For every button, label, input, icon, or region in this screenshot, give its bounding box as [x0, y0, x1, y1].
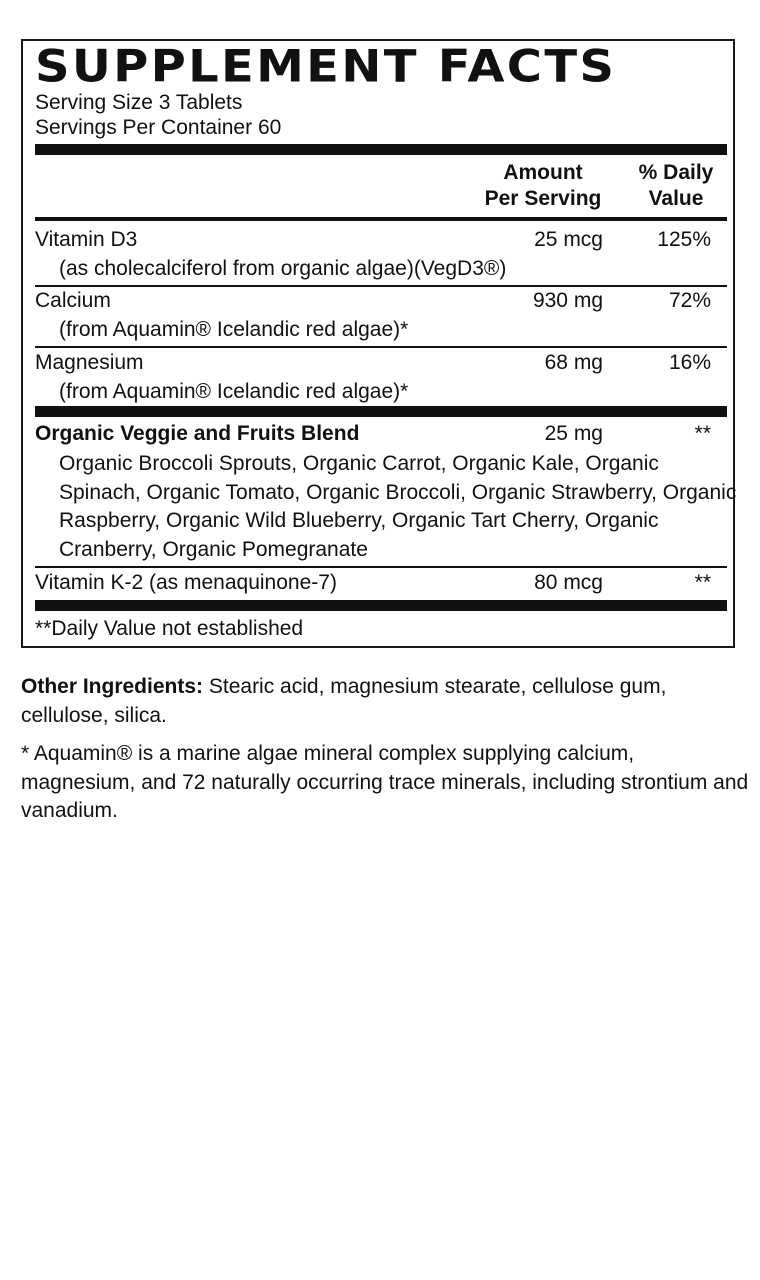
divider-thin	[35, 566, 727, 568]
row-source: (from Aquamin® Icelandic red algae)*	[59, 318, 409, 341]
servings-per-container: Servings Per Container 60	[35, 116, 282, 139]
blend-amount: 25 mg	[544, 422, 603, 445]
row-amount: 68 mg	[544, 351, 603, 374]
header-amount-line1: Amount	[503, 161, 583, 184]
divider-thin	[35, 285, 727, 287]
row-name: Vitamin K-2 (as menaquinone-7)	[35, 571, 337, 594]
row-source: (as cholecalciferol from organic algae)(VegD3®)	[59, 257, 507, 280]
other-ingredients-label: Other Ingredients:	[21, 675, 204, 698]
blend-ingredients: Organic Broccoli Sprouts, Organic Carrot, Organic Kale, Organic Spinach, Organic Tomato, Organic Broccoli, Organic Strawberry, Organic Raspberry, Organic Wild Blueberry, Organic Tart Cherry, Organic Cranberry, Organic Pomegranate	[59, 452, 737, 561]
row-name: Magnesium	[35, 351, 144, 374]
row-dv: 125%	[657, 228, 711, 251]
divider-thick	[35, 406, 727, 417]
header-amount-line2: Per Serving	[484, 187, 602, 210]
divider-medium	[35, 217, 727, 221]
footnote: **Daily Value not established	[35, 617, 304, 640]
row-amount: 80 mcg	[534, 571, 603, 594]
row-dv: 72%	[668, 289, 711, 312]
divider-thick	[35, 600, 727, 611]
row-dv: 16%	[668, 351, 711, 374]
row-name: Vitamin D3	[35, 228, 138, 251]
other-ingredients	[21, 673, 751, 730]
header-dv-line2: Value	[648, 187, 704, 210]
blend-dv: **	[694, 422, 711, 445]
row-amount: 25 mcg	[534, 228, 603, 251]
row-amount: 930 mg	[532, 289, 603, 312]
divider-thick	[35, 144, 727, 155]
other-ingredients-text: Stearic acid, magnesium stearate, cellulose gum, cellulose, silica.	[21, 675, 667, 727]
row-dv: **	[694, 571, 711, 594]
panel-title: SUPPLEMENT FACTS	[35, 41, 617, 93]
aquamin-note: * Aquamin® is a marine algae mineral complex supplying calcium, magnesium, and 72 naturally occurring trace minerals, including strontium and vanadium.	[21, 742, 749, 822]
supplement-facts-panel	[21, 39, 735, 648]
header-dv-line1: % Daily	[638, 161, 714, 184]
row-name: Calcium	[35, 289, 111, 312]
serving-size: Serving Size 3 Tablets	[35, 91, 243, 114]
divider-thin	[35, 346, 727, 348]
blend-name: Organic Veggie and Fruits Blend	[35, 422, 360, 445]
row-source: (from Aquamin® Icelandic red algae)*	[59, 380, 409, 403]
